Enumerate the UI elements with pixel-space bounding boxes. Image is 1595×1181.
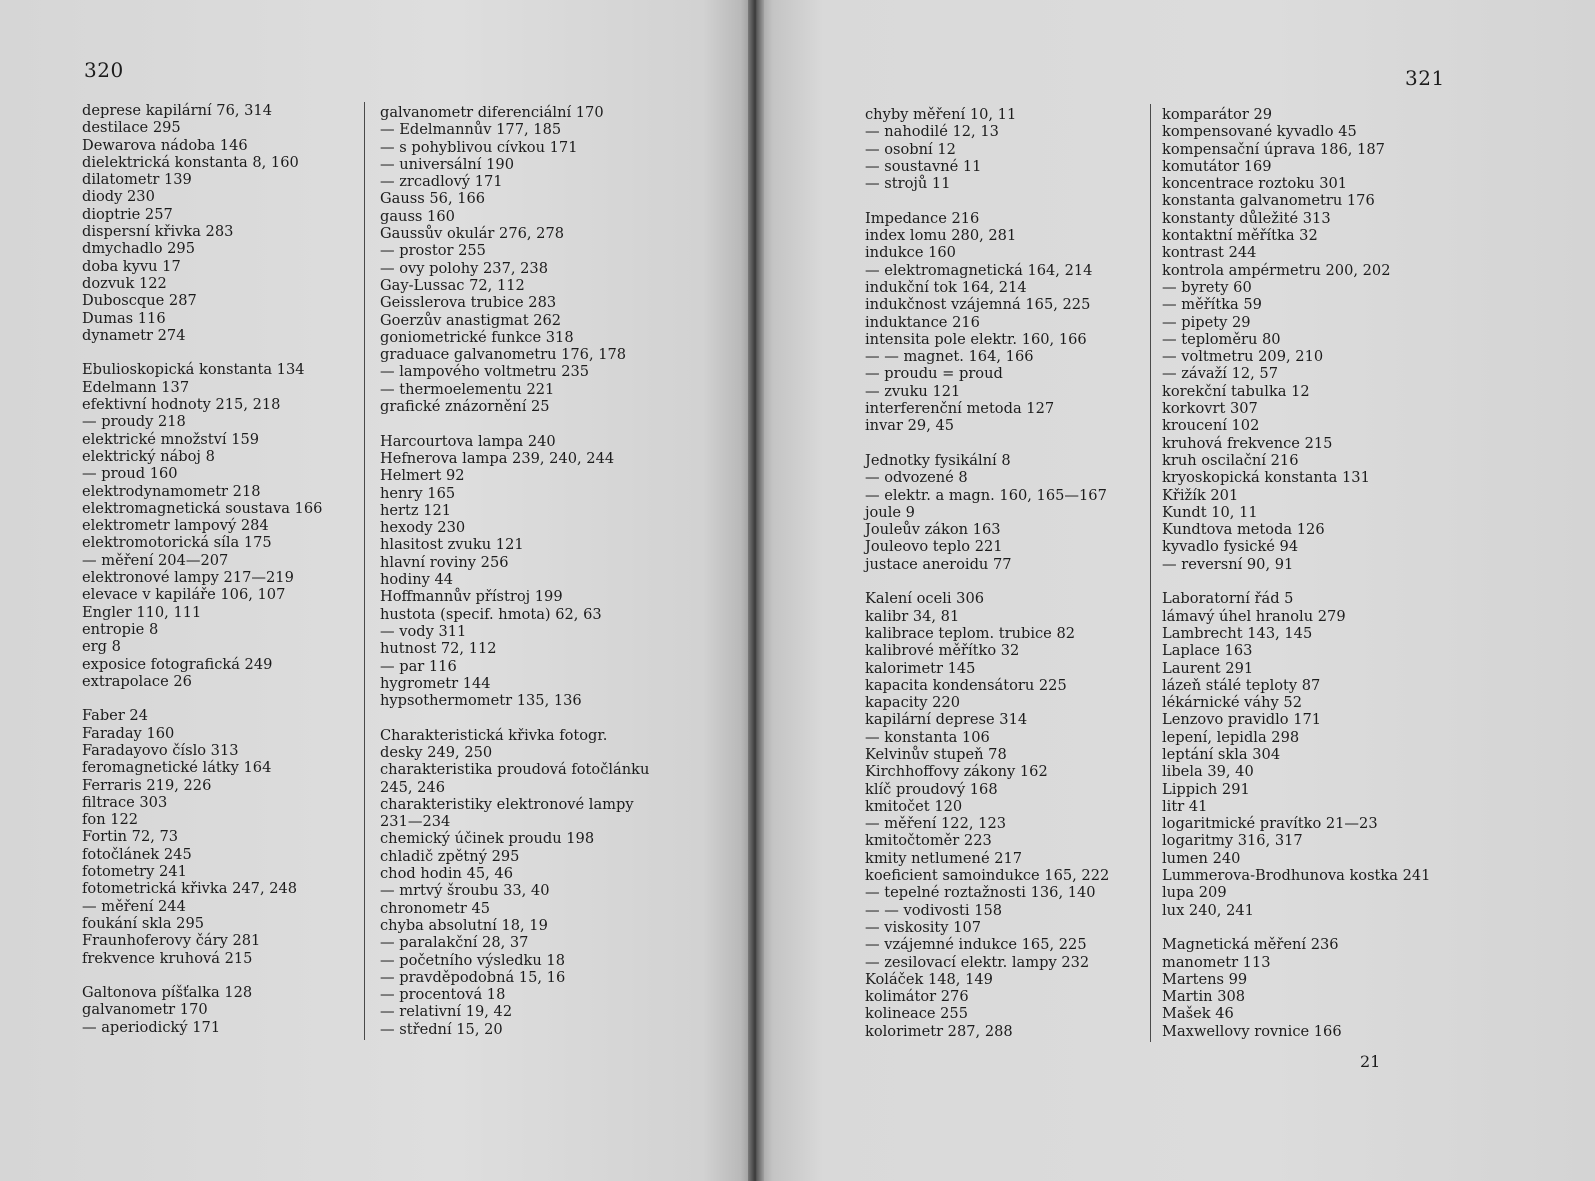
index-entry: Gay-Lussac 72, 112 — [380, 276, 525, 294]
index-entry: — osobní 12 — [865, 140, 956, 158]
index-entry: — voltmetru 209, 210 — [1162, 348, 1324, 366]
index-entry: filtrace 303 — [82, 793, 168, 811]
index-entry: hexody 230 — [380, 519, 466, 537]
index-entry: Laplace 163 — [1162, 642, 1253, 660]
index-entry: — zesilovací elektr. lampy 232 — [865, 953, 1090, 971]
index-entry: — měření 244 — [82, 897, 186, 915]
index-entry: graduace galvanometru 176, 178 — [380, 346, 627, 364]
index-entry: fotometry 241 — [82, 863, 187, 881]
index-entry: Fraunhoferovy čáry 281 — [82, 932, 261, 950]
index-entry: kmitočtoměr 223 — [865, 832, 992, 850]
index-entry: Koláček 148, 149 — [865, 970, 993, 988]
index-entry: deprese kapilární 76, 314 — [82, 102, 273, 119]
index-entry: intensita pole elektr. 160, 166 — [865, 330, 1087, 348]
index-entry: Magnetická měření 236 — [1162, 936, 1339, 954]
index-entry: erg 8 — [82, 638, 121, 656]
index-entry: Kundt 10, 11 — [1162, 503, 1258, 521]
index-entry: Harcourtova lampa 240 — [380, 432, 556, 450]
index-entry: — elektromagnetická 164, 214 — [865, 261, 1093, 279]
index-entry: — početního výsledku 18 — [380, 951, 566, 969]
index-entry: kruhová frekvence 215 — [1162, 434, 1333, 452]
index-entry: hustota (specif. hmota) 62, 63 — [380, 605, 602, 623]
index-entry: elektrické množství 159 — [82, 430, 260, 448]
index-entry: kompensační úprava 186, 187 — [1162, 140, 1385, 158]
index-entry: — proudy 218 — [82, 413, 186, 431]
index-entry: — teploměru 80 — [1162, 330, 1281, 348]
index-entry: — strojů 11 — [865, 175, 951, 193]
index-entry: — vzájemné indukce 165, 225 — [865, 936, 1087, 954]
index-entry: chronometr 45 — [380, 899, 491, 917]
index-entry: — procentová 18 — [380, 986, 506, 1004]
index-entry: — paralakční 28, 37 — [380, 934, 529, 952]
index-entry: Engler 110, 111 — [82, 603, 202, 621]
index-entry: Křižík 201 — [1162, 486, 1239, 504]
index-entry: Faber 24 — [82, 707, 148, 725]
index-entry: henry 165 — [380, 484, 456, 502]
index-entry: — měření 204—207 — [82, 551, 229, 569]
index-entry: koeficient samoindukce 165, 222 — [865, 867, 1110, 885]
index-entry: elektrometr lampový 284 — [82, 517, 269, 535]
index-entry: indukční tok 164, 214 — [865, 278, 1027, 296]
index-entry: — vody 311 — [380, 622, 467, 640]
index-entry: Duboscque 287 — [82, 292, 197, 310]
index-entry: elektromotorická síla 175 — [82, 534, 272, 552]
section-gap — [380, 709, 670, 726]
index-entry: Kalení oceli 306 — [865, 590, 985, 608]
index-entry: goniometrické funkce 318 — [380, 328, 574, 346]
index-entry: — lampového voltmetru 235 — [380, 363, 590, 381]
index-entry: — konstanta 106 — [865, 728, 990, 746]
index-entry: interferenční metoda 127 — [865, 400, 1055, 418]
index-entry: Gaussův okulár 276, 278 — [380, 225, 565, 243]
index-entry: Laurent 291 — [1162, 659, 1254, 677]
index-entry: lámavý úhel hranolu 279 — [1162, 607, 1346, 625]
index-entry: — nahodilé 12, 13 — [865, 123, 999, 141]
index-column-3 — [865, 106, 1150, 1040]
index-entry: kmity netlumené 217 — [865, 849, 1023, 867]
index-entry: kroucení 102 — [1162, 417, 1260, 435]
index-entry: hlavní roviny 256 — [380, 553, 509, 571]
index-entry: justace aneroidu 77 — [865, 555, 1012, 573]
index-entry: kalibr 34, 81 — [865, 607, 960, 625]
index-entry: — soustavné 11 — [865, 157, 982, 175]
index-entry: elektromagnetická soustava 166 — [82, 499, 323, 517]
index-entry: galvanometr 170 — [82, 1001, 208, 1019]
index-entry: — byrety 60 — [1162, 278, 1252, 296]
index-entry: — prostor 255 — [380, 242, 486, 260]
index-entry: Maxwellovy rovnice 166 — [1162, 1022, 1342, 1040]
section-gap — [82, 690, 367, 707]
index-entry: dmychadlo 295 — [82, 240, 195, 258]
index-entry: — ovy polohy 237, 238 — [380, 259, 548, 277]
index-entry: — viskosity 107 — [865, 918, 982, 936]
index-entry: kolimátor 276 — [865, 988, 969, 1006]
index-entry: kontaktní měřítka 32 — [1162, 227, 1318, 245]
index-entry: dispersní křivka 283 — [82, 223, 234, 241]
index-entry: Lummerova-Brodhunova kostka 241 — [1162, 867, 1431, 885]
index-entry: — zrcadlový 171 — [380, 173, 503, 191]
index-entry: Lippich 291 — [1162, 780, 1250, 798]
index-entry: — pravděpodobná 15, 16 — [380, 968, 566, 986]
index-entry: Martin 308 — [1162, 988, 1246, 1006]
index-entry: chemický účinek proudu 198 — [380, 830, 595, 848]
index-entry: Lenzovo pravidlo 171 — [1162, 711, 1322, 729]
index-entry: hodiny 44 — [380, 571, 454, 589]
index-entry: gauss 160 — [380, 207, 455, 225]
index-column-2 — [380, 104, 670, 1038]
index-entry: lumen 240 — [1162, 849, 1241, 867]
index-entry: Hefnerova lampa 239, 240, 244 — [380, 449, 615, 467]
index-entry: dilatometr 139 — [82, 171, 192, 189]
index-entry: Jouleův zákon 163 — [865, 521, 1001, 539]
index-entry: Laboratorní řád 5 — [1162, 590, 1294, 608]
index-entry: klíč proudový 168 — [865, 780, 998, 798]
index-entry: logaritmické pravítko 21—23 — [1162, 815, 1378, 833]
index-entry: entropie 8 — [82, 620, 159, 638]
index-entry: charakteristika proudová fotočlánku 245, 246 — [380, 761, 650, 796]
index-entry: — — vodivosti 158 — [865, 901, 1003, 919]
index-entry: Dewarova nádoba 146 — [82, 136, 248, 154]
index-entry: hlasitost zvuku 121 — [380, 536, 524, 554]
index-entry: koncentrace roztoku 301 — [1162, 175, 1348, 193]
index-entry: korkovrt 307 — [1162, 400, 1258, 418]
index-entry: — reversní 90, 91 — [1162, 555, 1294, 573]
index-entry: indukce 160 — [865, 244, 956, 262]
index-entry: chladič zpětný 295 — [380, 847, 520, 865]
page-number-left: 320 — [84, 58, 124, 82]
section-gap — [1162, 919, 1452, 936]
index-entry: hypsothermometr 135, 136 — [380, 692, 582, 710]
column-divider-left — [364, 102, 365, 1040]
index-entry: — závaží 12, 57 — [1162, 365, 1278, 383]
index-entry: kapacity 220 — [865, 694, 961, 712]
index-entry: Gauss 56, 166 — [380, 190, 486, 208]
index-entry: chyba absolutní 18, 19 — [380, 916, 548, 934]
index-entry: destilace 295 — [82, 119, 181, 137]
index-entry: — tepelné roztažnosti 136, 140 — [865, 884, 1096, 902]
index-entry: — pipety 29 — [1162, 313, 1251, 331]
index-entry: leptání skla 304 — [1162, 745, 1281, 763]
left-page — [0, 0, 756, 1181]
index-entry: — proud 160 — [82, 465, 178, 483]
index-entry: — odvozené 8 — [865, 469, 968, 487]
index-entry: Kirchhoffovy zákony 162 — [865, 763, 1048, 781]
index-entry: kalibrace teplom. trubice 82 — [865, 624, 1076, 642]
index-entry: — aperiodický 171 — [82, 1018, 221, 1036]
section-gap — [82, 344, 367, 361]
index-entry: lepení, lepidla 298 — [1162, 728, 1300, 746]
index-entry: Geisslerova trubice 283 — [380, 294, 557, 312]
section-gap — [82, 967, 367, 984]
index-column-1 — [82, 102, 367, 1036]
index-entry: Martens 99 — [1162, 970, 1248, 988]
index-entry: konstanta galvanometru 176 — [1162, 192, 1375, 210]
index-entry: Goerzův anastigmat 262 — [380, 311, 562, 329]
index-entry: Faradayovo číslo 313 — [82, 741, 239, 759]
column-divider-right — [1150, 104, 1151, 1042]
index-entry: elevace v kapiláře 106, 107 — [82, 586, 286, 604]
index-entry: Kundtova metoda 126 — [1162, 521, 1325, 539]
index-entry: index lomu 280, 281 — [865, 227, 1017, 245]
index-entry: kontrola ampérmetru 200, 202 — [1162, 261, 1391, 279]
index-entry: — Edelmannův 177, 185 — [380, 121, 562, 139]
index-entry: Impedance 216 — [865, 209, 980, 227]
index-entry: efektivní hodnoty 215, 218 — [82, 396, 281, 414]
index-entry: korekční tabulka 12 — [1162, 382, 1310, 400]
index-entry: doba kyvu 17 — [82, 257, 181, 275]
index-column-4 — [1162, 106, 1452, 1040]
index-entry: dozvuk 122 — [82, 274, 167, 292]
index-entry: hutnost 72, 112 — [380, 640, 497, 658]
index-entry: invar 29, 45 — [865, 417, 955, 435]
index-entry: kapacita kondensátoru 225 — [865, 676, 1067, 694]
index-entry: Fortin 72, 73 — [82, 828, 179, 846]
index-entry: — elektr. a magn. 160, 165—167 — [865, 486, 1107, 504]
index-entry: exposice fotografická 249 — [82, 655, 273, 673]
index-entry: kmitočet 120 — [865, 797, 963, 815]
index-entry: — proudu = proud — [865, 365, 1003, 383]
section-gap — [1162, 573, 1452, 590]
index-entry: kryoskopická konstanta 131 — [1162, 469, 1370, 487]
index-entry: hygrometr 144 — [380, 674, 491, 692]
index-entry: — měření 122, 123 — [865, 815, 1007, 833]
index-entry: Helmert 92 — [380, 467, 465, 485]
index-entry: — zvuku 121 — [865, 382, 961, 400]
index-entry: Galtonova píšťalka 128 — [82, 984, 253, 1002]
section-gap — [865, 573, 1150, 590]
index-entry: kolorimetr 287, 288 — [865, 1022, 1013, 1040]
index-entry: lázeň stálé teploty 87 — [1162, 676, 1321, 694]
section-gap — [865, 192, 1150, 209]
index-entry: elektrodynamometr 218 — [82, 482, 261, 500]
index-entry: — střední 15, 20 — [380, 1020, 503, 1038]
index-entry: logaritmy 316, 317 — [1162, 832, 1303, 850]
index-entry: Dumas 116 — [82, 309, 166, 327]
index-entry: hertz 121 — [380, 501, 452, 519]
index-entry: galvanometr diferenciální 170 — [380, 104, 604, 121]
index-entry: kalorimetr 145 — [865, 659, 976, 677]
index-entry: dioptrie 257 — [82, 205, 173, 223]
index-entry: konstanty důležité 313 — [1162, 209, 1331, 227]
index-entry: joule 9 — [865, 503, 915, 521]
index-entry: Hoffmannův přístroj 199 — [380, 588, 563, 606]
index-entry: — — magnet. 164, 166 — [865, 348, 1034, 366]
index-entry: fon 122 — [82, 811, 139, 829]
index-entry: Ebulioskopická konstanta 134 — [82, 361, 305, 379]
section-gap — [865, 435, 1150, 452]
index-entry: kruh oscilační 216 — [1162, 451, 1299, 469]
index-entry: litr 41 — [1162, 797, 1208, 815]
index-entry: — universální 190 — [380, 155, 514, 173]
index-entry: — mrtvý šroubu 33, 40 — [380, 882, 550, 900]
index-entry: Lambrecht 143, 145 — [1162, 624, 1313, 642]
index-entry: Mašek 46 — [1162, 1005, 1234, 1023]
index-entry: induktance 216 — [865, 313, 980, 331]
index-entry: diody 230 — [82, 188, 155, 206]
book-gutter — [748, 0, 764, 1181]
page-number-right: 321 — [1405, 66, 1445, 90]
index-entry: Jednotky fysikální 8 — [865, 451, 1011, 469]
index-entry: kolineace 255 — [865, 1005, 969, 1023]
index-entry: libela 39, 40 — [1162, 763, 1254, 781]
index-entry: chod hodin 45, 46 — [380, 865, 513, 883]
index-entry: frekvence kruhová 215 — [82, 949, 253, 967]
index-entry: kalibrové měřítko 32 — [865, 642, 1020, 660]
index-entry: kontrast 244 — [1162, 244, 1257, 262]
index-entry: foukání skla 295 — [82, 914, 205, 932]
index-entry: — thermoelementu 221 — [380, 380, 555, 398]
index-entry: charakteristiky elektronové lampy 231—234 — [380, 795, 634, 831]
index-entry: komparátor 29 — [1162, 106, 1273, 123]
signature-mark: 21 — [1360, 1052, 1381, 1071]
index-entry: kompensované kyvadlo 45 — [1162, 123, 1357, 141]
index-entry: fotometrická křivka 247, 248 — [82, 880, 298, 898]
index-entry: extrapolace 26 — [82, 672, 192, 690]
index-entry: grafické znázornění 25 — [380, 398, 550, 416]
index-entry: lux 240, 241 — [1162, 901, 1254, 919]
index-entry: indukčnost vzájemná 165, 225 — [865, 296, 1091, 314]
index-entry: — par 116 — [380, 657, 457, 675]
index-entry: — měřítka 59 — [1162, 296, 1262, 314]
index-entry: Faraday 160 — [82, 724, 175, 742]
index-entry: lékárnické váhy 52 — [1162, 694, 1302, 712]
index-entry: Charakteristická křivka fotogr. desky 249, 250 — [380, 726, 608, 761]
index-entry: chyby měření 10, 11 — [865, 106, 1017, 123]
index-entry: Ferraris 219, 226 — [82, 776, 212, 794]
index-entry: feromagnetické látky 164 — [82, 759, 272, 777]
index-entry: Kelvinův stupeň 78 — [865, 745, 1007, 763]
index-entry: elektronové lampy 217—219 — [82, 569, 294, 587]
index-entry: kapilární deprese 314 — [865, 711, 1028, 729]
index-entry: Jouleovo teplo 221 — [865, 538, 1003, 556]
index-entry: — s pohyblivou cívkou 171 — [380, 138, 578, 156]
index-entry: dynametr 274 — [82, 326, 186, 344]
index-entry: dielektrická konstanta 8, 160 — [82, 153, 299, 171]
index-entry: lupa 209 — [1162, 884, 1227, 902]
index-entry: kyvadlo fysické 94 — [1162, 538, 1299, 556]
index-entry: komutátor 169 — [1162, 157, 1272, 175]
section-gap — [380, 415, 670, 432]
index-entry: Edelmann 137 — [82, 378, 190, 396]
index-entry: — relativní 19, 42 — [380, 1003, 513, 1021]
index-entry: elektrický náboj 8 — [82, 447, 215, 465]
index-entry: manometr 113 — [1162, 953, 1271, 971]
index-entry: fotočlánek 245 — [82, 845, 192, 863]
